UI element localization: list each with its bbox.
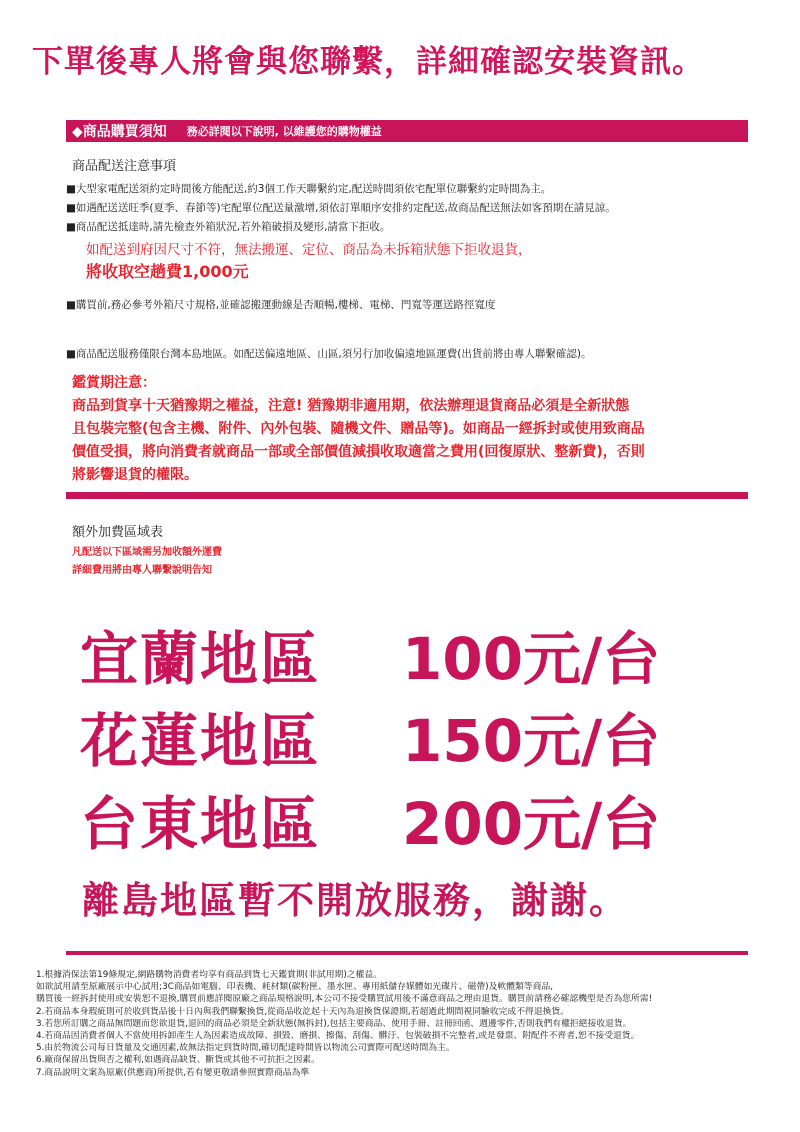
bottom-divider (66, 951, 748, 955)
notice-bar-title: ◆商品購買須知 (72, 124, 167, 140)
appraisal-line: 商品到貨享十天猶豫期之權益，注意! 猶豫期非適用期，依法辦理退貨商品必須是全新狀態 (72, 398, 630, 414)
delivery-item: ■商品配送服務僅限台灣本島地區。如配送偏遠地區、山區,須另行加收偏遠地區運費(出貨前將由專人聯繫確認)。 (66, 348, 592, 360)
legal-line: 6.廠商保留出貨與否之權利,如遇商品缺貨、斷貨或其他不可抗拒之因素。 (36, 1055, 320, 1066)
legal-line: 購買後一經拆封使用或安裝恕不退換,購買前應詳閱原廠之商品規格說明,本公司不接受購買試用後不滿意商品之理由退貨。購買前請務必確認機型是否為您所需! (36, 994, 653, 1005)
legal-line: 4.若商品因消費者個人不當使用拆卸產生人為因素造成故障、損毀、磨損、擦傷、刮傷、髒汙、包裝破損不完整者,或是發票、附配件不齊者,恕不接受退貨。 (36, 1031, 640, 1042)
fee-price: 200元/台 (402, 790, 661, 858)
delivery-item: ■大型家電配送須約定時間後方能配送,約3個工作天聯繫約定,配送時間須依宅配單位聯繫約定時間為主。 (66, 183, 552, 195)
delivery-item: ■如遇配送送旺季(夏季、春節等)宅配單位配送量激增,須依訂單順序安排約定配送,故商品配送無法如客預期在請見諒。 (66, 202, 616, 214)
fee-row-taitung (80, 777, 700, 858)
delivery-item: ■商品配送抵達時,請先檢查外箱狀況,若外箱破損及變形,請當下拒收。 (66, 221, 391, 233)
extra-fee-note: 凡配送以下區域需另加收額外運費 (72, 547, 222, 558)
fee-region: 台東地區 (80, 790, 321, 858)
appraisal-period-notice (72, 372, 732, 487)
extra-fee-title: 額外加費區域表 (72, 525, 164, 540)
legal-line: 7.商品說明文案為原廠(供應商)所提供,若有變更敬請參照實際商品為準 (36, 1067, 310, 1078)
fee-region: 宜蘭地區 (80, 625, 321, 693)
fee-row-yilan (80, 612, 700, 693)
fee-region: 花蓮地區 (80, 707, 321, 775)
legal-line: 5.由於物流公司每日貨量及交通因素,故無法指定到貨時間,確切配達時間皆以物流公司實際可配送時間為主。 (36, 1043, 455, 1054)
fee-price: 100元/台 (402, 625, 661, 693)
fee-row-hualien (80, 694, 700, 775)
appraisal-line: 且包裝完整(包含主機、附件、內外包裝、隨機文件、贈品等)。如商品一經拆封或使用致商品 (72, 421, 645, 437)
empty-trip-fee-note: 將收取空趟費1,000元 (86, 262, 249, 281)
legal-line: 2.若商品本身瑕疵則可於收到貨品後十日內與我們聯繫換貨,從商品收訖起十天內為退換貨保證期,若超過此期間視同驗收完成不得退換貨。 (36, 1006, 570, 1017)
extra-fee-note: 詳細費用將由專人聯繫說明告知 (72, 565, 212, 576)
rejection-note: 如配送到府因尺寸不符，無法搬運、定位、商品為未拆箱狀態下拒收退貨， (86, 242, 532, 258)
delivery-section-title: 商品配送注意事項 (72, 159, 177, 174)
legal-line: 1.根據消保法第19條規定,網路購物消費者均享有商品到貨七天鑑賞期(非試用期)之權益。 (36, 970, 382, 980)
appraisal-line: 將影響退貨的權限。 (72, 467, 198, 483)
outlying-island-notice: 離島地區暫不開放服務，謝謝。 (82, 879, 628, 922)
legal-line: 3.若您所訂購之商品無問題而您欲退貨,退回的商品必須是全新狀態(無拆封),包括主要商品、使用手冊、註冊回函、週邊零件,否則我們有權拒絕接收退貨。 (36, 1018, 632, 1029)
fee-price: 150元/台 (402, 707, 661, 775)
purchase-notice-bar (66, 120, 748, 142)
legal-line: 如欲試用請至原廠展示中心試用;3C商品如電腦、印表機、耗材類(碳粉匣、墨水匣、專用紙儲存媒體如光碟片、磁帶)及軟體類等商品, (36, 982, 553, 993)
section-divider (66, 492, 748, 499)
legal-terms (36, 969, 776, 1079)
appraisal-line: 價值受損，將向消費者就商品一部或全部價值減損收取適當之費用(回復原狀、整新費)，否則 (72, 444, 645, 460)
delivery-item: ■購買前,務必參考外箱尺寸規格,並確認搬運動線是否順暢,樓梯、電梯、門寬等運送路徑寬度 (66, 299, 496, 311)
page-headline: 下單後專人將會與您聯繫，詳細確認安裝資訊。 (32, 44, 704, 80)
notice-bar-subtitle: 務必詳閱以下說明, 以維護您的購物權益 (186, 125, 382, 138)
appraisal-heading: 鑑賞期注意： (72, 375, 156, 391)
